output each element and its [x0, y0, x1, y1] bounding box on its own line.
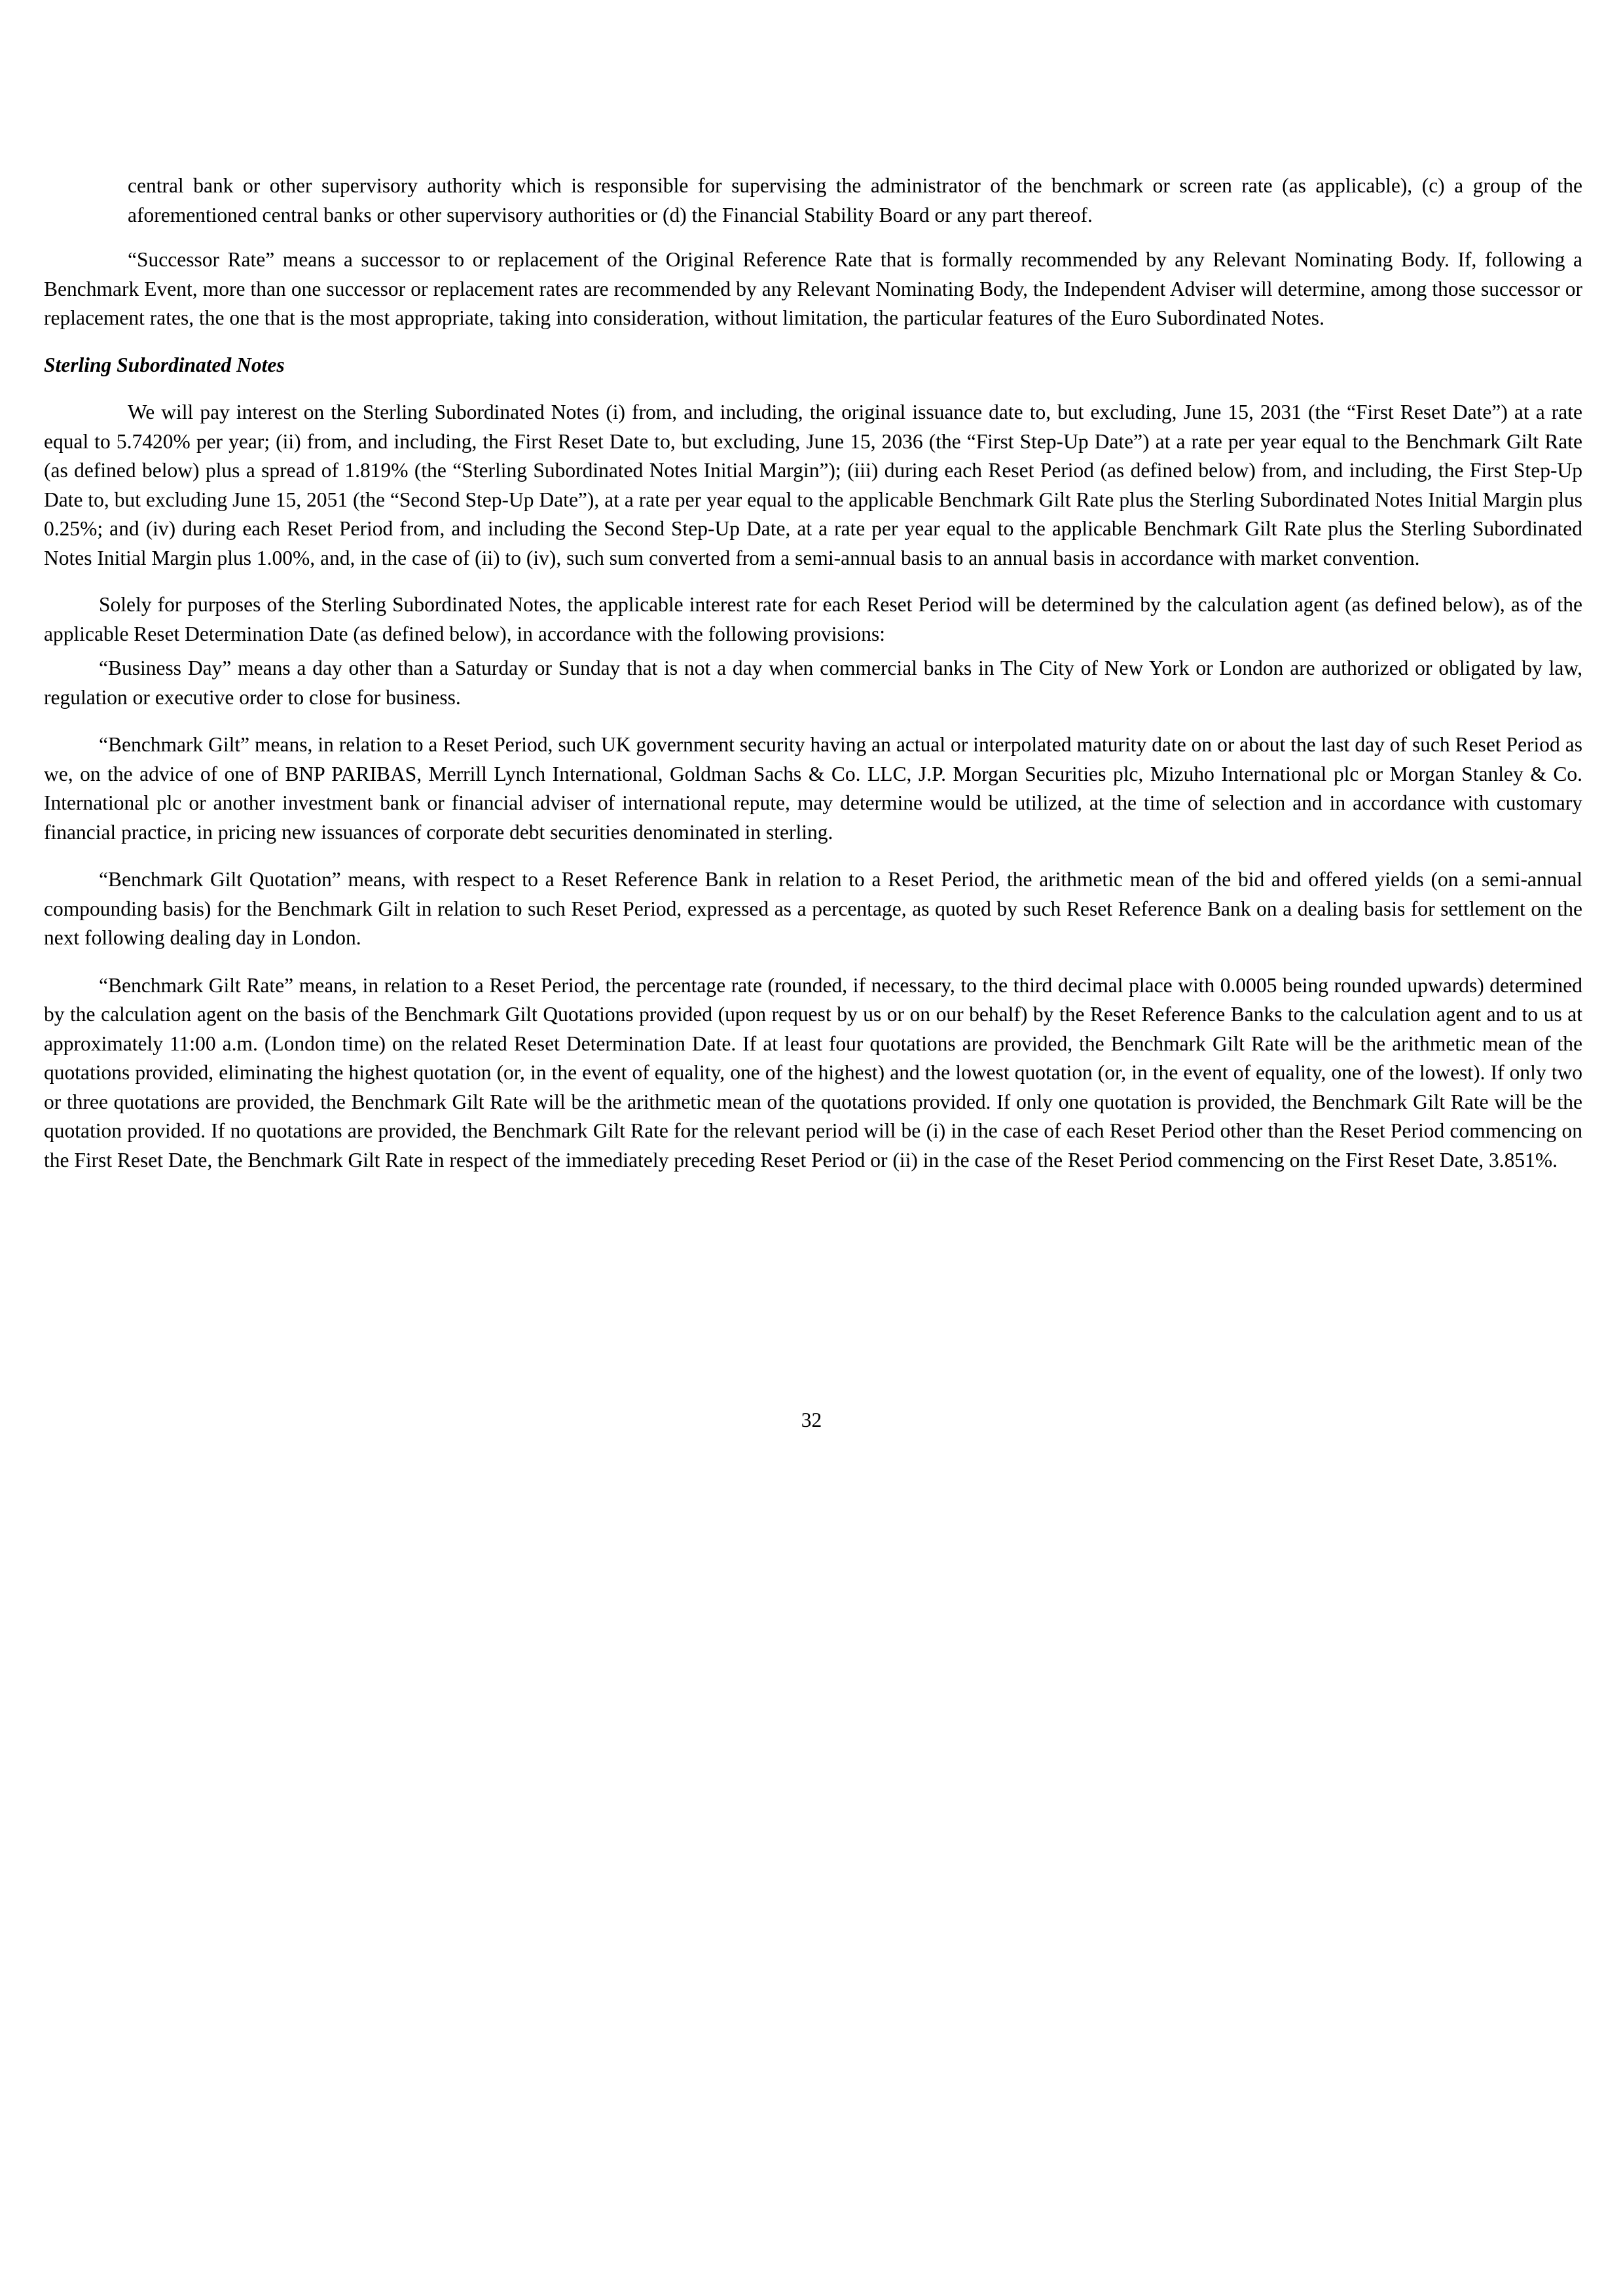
paragraph-benchmark-gilt-rate-definition: “Benchmark Gilt Rate” means, in relation to a Reset Period, the percentage rate (rounded, if necessary, to the third decimal place with 0.0005 being rounded upwards) determined by the calculation agent on the basis of the Benchmark Gilt Quotations provided (upon request by us or on our behalf) by the Reset Reference Banks to the calculation agent and to us at approximately 11:00 a.m. (London time) on the related Reset Determination Date. If at least four quotations are provided, the Benchmark Gilt Rate will be the arithmetic mean of the quotations provided, eliminating the highest quotation (or, in the event of equality, one of the highest) and the lowest quotation (or, in the event of equality, one of the lowest). If only two or three quotations are provided, the Benchmark Gilt Rate will be the arithmetic mean of the quotations provided. If only one quotation is provided, the Benchmark Gilt Rate will be the quotation provided. If no quotations are provided, the Benchmark Gilt Rate for the relevant period will be (i) in the case of each Reset Period other than the Reset Period commencing on the First Reset Date, the Benchmark Gilt Rate in respect of the immediately preceding Reset Period or (ii) in the case of the Reset Period commencing on the First Reset Date, 3.851%.: [44, 973, 1582, 1172]
paragraph-reset-period-determination: Solely for purposes of the Sterling Subordinated Notes, the applicable interest rate for each Reset Period will be determined by the calculation agent (as defined below), as of the applicable Reset Determination Date (as defined below), in accordance with the following provisions:: [44, 593, 1582, 645]
paragraph-business-day-definition: “Business Day” means a day other than a Saturday or Sunday that is not a day when commercial banks in The City of New York or London are authorized or obligated by law, regulation or executive order to close for business.: [44, 656, 1582, 709]
paragraph-benchmark-gilt-definition: “Benchmark Gilt” means, in relation to a Reset Period, such UK government security having an actual or interpolated maturity date on or about the last day of such Reset Period as we, on the advice of one of BNP PARIBAS, Merrill Lynch International, Goldman Sachs & Co. LLC, J.P. Morgan Securities plc, Mizuho International plc or Morgan Stanley & Co. International plc or another investment bank or financial adviser of international repute, may determine would be utilized, at the time of selection and in accordance with customary financial practice, in pricing new issuances of corporate debt securities denominated in sterling.: [44, 733, 1582, 844]
page-number: 32: [801, 1408, 822, 1431]
paragraph-sterling-interest-terms: We will pay interest on the Sterling Subordinated Notes (i) from, and including, the original issuance date to, but excluding, June 15, 2031 (the “First Reset Date”) at a rate equal to 5.7420% per year; (ii) from, and including, the First Reset Date to, but excluding, June 15, 2036 (the “First Step-Up Date”) at a rate per year equal to the Benchmark Gilt Rate (as defined below) plus a spread of 1.819% (the “Sterling Subordinated Notes Initial Margin”); (iii) during each Reset Period (as defined below) from, and including, the First Step-Up Date to, but excluding June 15, 2051 (the “Second Step-Up Date”), at a rate per year equal to the applicable Benchmark Gilt Rate plus the Sterling Subordinated Notes Initial Margin plus 0.25%; and (iv) during each Reset Period from, and including the Second Step-Up Date, at a rate per year equal to the applicable Benchmark Gilt Rate plus the Sterling Subordinated Notes Initial Margin plus 1.00%, and, in the case of (ii) to (iv), such sum converted from a semi-annual basis to an annual basis in accordance with market convention.: [44, 401, 1582, 569]
document-body: [44, 171, 1582, 1175]
section-heading-sterling-subordinated-notes: Sterling Subordinated Notes: [44, 353, 285, 376]
paragraph-benchmark-gilt-quotation-definition: “Benchmark Gilt Quotation” means, with respect to a Reset Reference Bank in relation to a Reset Period, the arithmetic mean of the bid and offered yields (on a semi-annual compounding basis) for the Benchmark Gilt in relation to such Reset Period, expressed as a percentage, as quoted by such Reset Reference Bank on a dealing basis for settlement on the next following dealing day in London.: [44, 868, 1582, 949]
paragraph-relevant-nominating-body-continued: central bank or other supervisory authority which is responsible for supervising the administrator of the benchmark or screen rate (as applicable), (c) a group of the aforementioned central banks or other supervisory authorities or (d) the Financial Stability Board or any part thereof.: [128, 174, 1582, 226]
paragraph-successor-rate-definition: “Successor Rate” means a successor to or replacement of the Original Reference Rate that is formally recommended by any Relevant Nominating Body. If, following a Benchmark Event, more than one successor or replacement rates are recommended by any Relevant Nominating Body, the Independent Adviser will determine, among those successor or replacement rates, the one that is the most appropriate, taking into consideration, without limitation, the particular features of the Euro Subordinated Notes.: [44, 248, 1582, 329]
